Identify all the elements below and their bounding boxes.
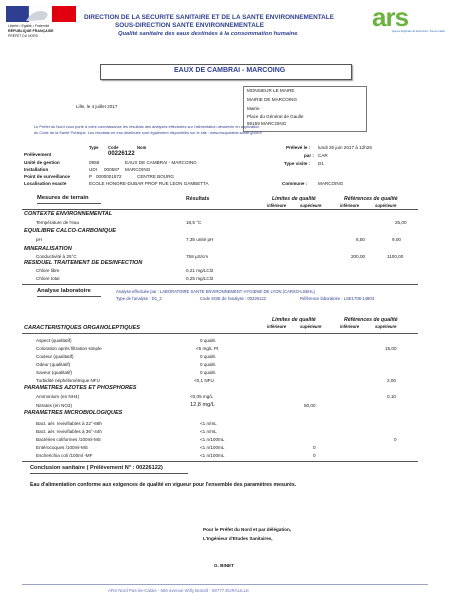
ars-logo-subtitle: Agence Régionale de Santé Nord - Pas-de-Calais: [392, 30, 445, 33]
field-table-bottom-rule: [22, 284, 418, 285]
lab-code: Code SISE de l'analyse : 00226122: [200, 296, 266, 301]
udi-name: EAUX DE CAMBRAI - MARCOING: [125, 160, 197, 165]
address-line-2: MAIRIE DE MARCOING: [247, 97, 298, 102]
field-table-top-rule: [22, 209, 418, 210]
lab-sub-ref-sup: supérieure: [375, 324, 397, 329]
point-type: P: [89, 174, 93, 179]
organo-row-name: Saveur (qualitatif): [36, 370, 73, 375]
micro-row-name: Escherichia coli /100ml -MF: [36, 453, 93, 458]
micro-row-result: <1 n/100mL: [200, 437, 225, 442]
field-row-result: 18,5 °C: [186, 220, 202, 225]
field-sub-lim-inf: inférieure: [267, 203, 287, 208]
address-line-5: 59159 MARCOING: [247, 121, 287, 126]
meta-col-code: Code: [108, 145, 119, 150]
lab-type: Type de l'analyse : D1_2: [116, 296, 162, 301]
field-row-ref-sup: 25,00: [395, 220, 407, 225]
section-organoleptiques: CARACTERISTIQUES ORGANOLEPTIQUES: [24, 325, 140, 331]
intro-line-2: du Code de la Santé Publique. Les résultats en eau distribuée sont également disponibles sur le site : www.eaupotable.sante.gouv.fr: [34, 130, 262, 135]
field-col-results: Résultats: [186, 196, 210, 202]
title-box-text: EAUX DE CAMBRAI - MARCOING: [174, 67, 286, 74]
udi-type: 0958: [89, 160, 100, 165]
prelev-date-value: lundi 26 juin 2017 à 12h26: [318, 145, 372, 150]
azote-row-name: Nitrates (en NO3): [36, 403, 72, 408]
micro-row-result: <1 n/mL: [200, 429, 217, 434]
section-mineralisation: MINERALISATION: [24, 246, 72, 252]
field-row-ref-sup: 9,00: [392, 237, 401, 242]
conclusion-text: Eau d'alimentation conforme aux exigences de qualité en vigueur pour l'ensemble des paramètres mesurés.: [30, 482, 297, 488]
azote-row-result: 12,8 mg/L: [190, 402, 215, 408]
field-row-name: Température de l'eau: [36, 220, 80, 225]
loc-value: ECOLE HONORE-DUBAR PROF RUE LEON GAMBETTA: [89, 181, 209, 186]
address-line-1: MONSIEUR LE MAIRE: [247, 88, 295, 93]
inst-type: UDI: [89, 167, 97, 172]
field-sub-ref-sup: supérieure: [375, 203, 397, 208]
azote-row-ref-sup: 0,10: [387, 394, 396, 399]
section-azotes: PARAMETRES AZOTES ET PHOSPHORES: [24, 385, 137, 391]
field-sub-lim-sup: supérieure: [300, 203, 322, 208]
signature-line-2: L'Ingénieur d'Etudes Sanitaires,: [203, 536, 273, 541]
lab-sub-lim-sup: supérieure: [300, 324, 322, 329]
micro-row-lim-sup: 0: [313, 453, 316, 458]
address-line-4: Place du Général de Gaulle: [247, 114, 304, 119]
signature-line-1: Pour le Préfet du Nord et par délégation,: [203, 527, 292, 532]
lab-performed-by: Analyse effectuée par : LABORATOIRE SANTE ENVIRONNEMENT HYGIENE DE LYON (CARSO-LSEHL): [116, 289, 316, 294]
header-line-2: SOUS-DIRECTION SANTE ENVIRONNEMENTALE: [115, 22, 265, 29]
inst-code: 000587: [104, 167, 120, 172]
field-heading-underline: [37, 203, 101, 204]
header-line-3: Qualité sanitaire des eaux destinées à la consommation humaine: [118, 31, 298, 37]
micro-row-name: Bact. aér. revivifiables à 36°-44h: [36, 429, 102, 434]
republic-line-1: Liberté • Égalité • Fraternité: [8, 24, 50, 28]
point-label: Point de surveillance: [24, 174, 70, 179]
intro-line-1: Le Préfet du Nord vous porte à votre connaissance les résultats des analyses effectuées sur l'alimentation desservie en application: [34, 124, 260, 129]
organo-row-result: <5 mg/L Pt: [196, 346, 219, 351]
field-row-name: Conductivité à 25°C: [36, 254, 77, 259]
inst-label: Installation: [24, 167, 49, 172]
par-label: par :: [304, 153, 314, 158]
azote-row-name: Ammonium (en NH4): [36, 394, 80, 399]
udi-label: Unité de gestion: [24, 160, 60, 165]
section-residuel: RESIDUEL TRAITEMENT DE DESINFECTION: [24, 260, 143, 266]
prelev-code: 00226122: [108, 151, 135, 157]
organo-row-result: 0 qualit.: [200, 338, 217, 343]
micro-row-name: Bactéries coliformes /100ml-MS: [36, 437, 101, 442]
field-row-result: 0,25 mg/LCl2: [186, 276, 214, 281]
micro-row-lim-sup: 0: [313, 445, 316, 450]
ars-logo-text: ars: [372, 2, 409, 32]
field-row-name: Chlore total: [36, 276, 60, 281]
lab-sub-lim-inf: inférieure: [267, 324, 287, 329]
signature-name: G. BINET: [214, 563, 234, 568]
organo-row-result: 0 qualit.: [200, 362, 217, 367]
field-row-result: 0,21 mg/LCl2: [186, 268, 214, 273]
organo-row-result: 0 qualit.: [200, 354, 217, 359]
micro-row-name: Entérocoques /100ml-MS: [36, 445, 88, 450]
lab-col-refs: Références de qualité: [344, 317, 398, 323]
meta-col-nom: Nom: [137, 145, 147, 150]
micro-row-result: <1 n/100mL: [200, 453, 225, 458]
lab-table-bottom-rule: [22, 461, 418, 462]
section-contexte: CONTEXTE ENVIRONNEMENTAL: [24, 211, 113, 217]
republic-line-3: PRÉFET DU NORD: [8, 34, 39, 38]
lab-heading: Analyse laboratoire: [37, 288, 91, 294]
prelev-date-label: Prélevé le :: [286, 145, 311, 150]
par-value: CAR: [318, 153, 328, 158]
azote-row-result: <0,05 mg/L: [190, 394, 214, 399]
field-row-name: pH: [36, 237, 42, 242]
field-row-ref-sup: 1100,00: [387, 254, 404, 259]
organo-row-name: Couleur (qualitatif): [36, 354, 74, 359]
lab-col-limits: Limites de qualité: [272, 317, 316, 323]
organo-row-ref-sup: 2,00: [387, 378, 396, 383]
field-sub-ref-inf: inférieure: [340, 203, 360, 208]
address-line-3: Mairie: [247, 106, 260, 111]
lab-heading-underline: [37, 296, 101, 297]
field-row-name: Chlore libre: [36, 268, 60, 273]
field-col-limits: Limites de qualité: [272, 196, 316, 202]
lab-table-top-rule: [22, 333, 418, 334]
organo-row-name: Turbidité néphélométrique NFU: [36, 378, 100, 383]
footer-rule: [22, 584, 428, 585]
conclusion-heading-underline: [30, 473, 188, 474]
loc-label: Localisation exacte: [24, 181, 67, 186]
commune-label: Commune :: [282, 181, 308, 186]
micro-row-name: Bact. aér. revivifiables à 22°-68h: [36, 421, 102, 426]
date-line: Lille, le 4 juillet 2017: [76, 104, 118, 109]
field-row-ref-inf: 200,00: [351, 254, 366, 259]
micro-row-result: <1 n/mL: [200, 421, 217, 426]
field-col-refs: Références de qualité: [344, 196, 398, 202]
organo-row-name: Coloration après filtration simple: [36, 346, 102, 351]
azote-row-lim-sup: 50,00: [304, 403, 316, 408]
micro-row-ref-sup: 0: [394, 437, 397, 442]
field-heading: Mesures de terrain: [37, 195, 89, 201]
field-row-result: 7,35 unité pH: [186, 237, 214, 242]
inst-name: MARCOING: [125, 167, 151, 172]
point-name: CENTRE BOURG: [137, 174, 175, 179]
organo-row-name: Aspect (qualitatif): [36, 338, 72, 343]
point-code: 0000001872: [96, 174, 122, 179]
ars-logo: [372, 2, 445, 42]
organo-row-result: <0,1 NFU: [194, 378, 214, 383]
micro-row-result: <1 n/100mL: [200, 445, 225, 450]
meta-col-type: Type: [89, 145, 99, 150]
republic-line-2: RÉPUBLIQUE FRANÇAISE: [8, 29, 54, 33]
conclusion-heading: Conclusion sanitaire ( Prélèvement N° : 00226122): [30, 465, 163, 471]
prelev-label: Prélèvement: [24, 152, 52, 157]
field-row-result: 759 µS/cm: [186, 254, 209, 259]
visit-value: D1: [318, 161, 324, 166]
organo-row-name: Odeur (qualitatif): [36, 362, 71, 367]
section-microbiologiques: PARAMETRES MICROBIOLOGIQUES: [24, 410, 123, 416]
visit-label: Type visite :: [284, 161, 311, 166]
organo-row-ref-sup: 15,00: [385, 346, 397, 351]
footer-text: ARS Nord Pas-de-Calais - 556 avenue Willy Brandt - 59777 EURALILLE: [108, 588, 250, 593]
field-row-ref-inf: 6,50: [356, 237, 365, 242]
lab-sub-ref-inf: inférieure: [340, 324, 360, 329]
section-equilibre: EQUILIBRE CALCO-CARBONIQUE: [24, 228, 116, 234]
organo-row-result: 0 qualit.: [200, 370, 217, 375]
header-line-1: DIRECTION DE LA SECURITE SANITAIRE ET DE LA SANTE ENVIRONNEMENTALE: [84, 14, 334, 21]
lab-reference: Référence laboratoire : LSE1706-14803: [300, 296, 375, 301]
commune-value: MARCOING: [318, 181, 344, 186]
